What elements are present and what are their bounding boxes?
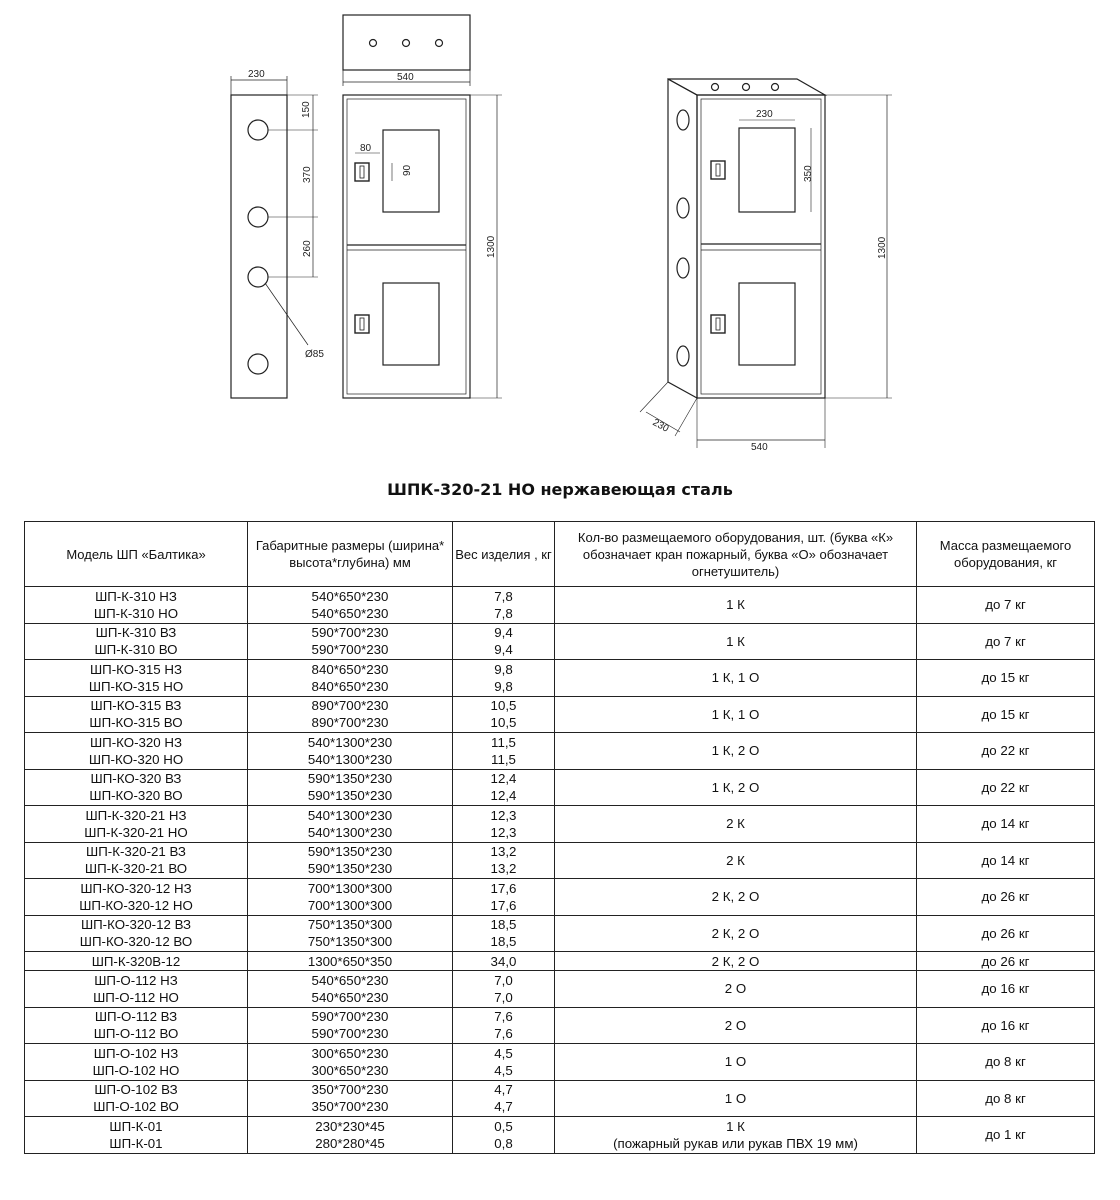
cell-dimensions-line: 750*1350*300 [307,917,393,933]
cell-model [25,1117,248,1154]
cell-model [25,1044,248,1081]
cell-model-line: ШП-КО-320-12 НО [79,897,193,913]
cell-model-line: ШП-КО-320 ВЗ [90,771,182,787]
cell-weight-line: 4,7 [494,1099,513,1115]
cell-model-line: ШП-О-112 НЗ [94,972,178,988]
cell-equipment-mass: до 26 кг [917,879,1095,916]
header-model: Модель ШП «Балтика» [25,522,248,587]
table-row [25,623,1095,660]
cell-weight [453,971,555,1008]
cell-dimensions [248,696,453,733]
cell-weight [453,879,555,916]
cell-model-line: ШП-К-310 ВО [94,642,178,658]
cell-model-line: ШП-О-112 ВО [93,1026,179,1042]
cell-equipment [555,842,917,879]
cell-equipment [555,879,917,916]
cell-equipment-line: 2 О [724,1017,747,1033]
cell-dimensions-line: 590*1350*230 [307,861,393,877]
cell-equipment-mass: до 7 кг [917,587,1095,624]
cell-weight [453,952,555,971]
cell-dimensions-line: 750*1350*300 [307,934,393,950]
table-row [25,971,1095,1008]
drawings-svg [0,0,1120,470]
header-equipment: Кол-во размещаемого оборудования, шт. (буква «К» обозначает кран пожарный, буква «О» обозначает огнетушитель) [555,522,917,587]
cell-dimensions-line: 1300*650*350 [307,953,393,969]
cell-dimensions [248,769,453,806]
cell-weight-line: 9,4 [494,625,513,641]
cell-weight-line: 7,8 [494,588,513,604]
cell-model-line: ШП-КО-320 НО [88,751,184,767]
cell-dimensions-line: 840*650*230 [311,678,389,694]
handle-width-label: 80 [360,143,372,154]
technical-drawings [0,0,1120,470]
cell-equipment-mass: до 22 кг [917,733,1095,770]
cell-model [25,915,248,952]
cell-dimensions [248,1080,453,1117]
cell-weight [453,769,555,806]
cell-dimensions-line: 590*700*230 [311,642,389,658]
cell-weight-line: 17,6 [490,897,517,913]
cell-model [25,952,248,971]
cell-weight-line: 34,0 [490,953,517,969]
cell-weight-line: 0,8 [494,1135,513,1151]
cell-equipment [555,806,917,843]
cell-weight-line: 9,8 [494,678,513,694]
cell-model [25,623,248,660]
cell-equipment-line: 1 О [724,1090,747,1106]
cell-model-line: ШП-КО-320-12 ВО [79,934,193,950]
table-row [25,952,1095,971]
cell-weight-line: 4,5 [494,1062,513,1078]
cell-equipment [555,1080,917,1117]
cell-equipment-line: 1 К, 2 О [711,743,760,759]
cell-dimensions-line: 590*700*230 [311,625,389,641]
cell-equipment-mass: до 14 кг [917,842,1095,879]
cell-weight-line: 9,4 [494,642,513,658]
cell-equipment-line: 2 О [724,981,747,997]
table-body [25,587,1095,1154]
cell-dimensions [248,915,453,952]
cell-equipment-line: 1 К [726,1118,745,1134]
cell-equipment [555,769,917,806]
cell-weight [453,587,555,624]
table-row [25,842,1095,879]
cell-model-line: ШП-О-102 ВЗ [94,1082,178,1098]
cell-equipment [555,952,917,971]
cell-model-line: ШП-О-102 ВО [93,1099,179,1115]
cell-model-line: ШП-О-112 НО [93,989,179,1005]
cell-equipment-mass: до 16 кг [917,1007,1095,1044]
cell-model [25,1007,248,1044]
cell-equipment-mass: до 1 кг [917,1117,1095,1154]
cell-equipment-line: 2 К, 2 О [711,953,760,969]
cell-dimensions [248,733,453,770]
cell-model-line: ШП-КО-320 ВО [89,788,183,804]
cell-model-line: ШП-КО-315 ВЗ [90,698,182,714]
cell-model [25,587,248,624]
cell-equipment-mass: до 15 кг [917,660,1095,697]
cell-model [25,879,248,916]
table-row [25,806,1095,843]
cell-dimensions-line: 590*1350*230 [307,844,393,860]
table-row [25,915,1095,952]
cell-equipment [555,1044,917,1081]
cell-model-line: ШП-К-310 ВЗ [95,625,177,641]
hole-diameter-label: Ø85 [305,349,324,360]
cell-equipment-mass: до 14 кг [917,806,1095,843]
cell-equipment-mass: до 7 кг [917,623,1095,660]
front-height-label: 1300 [486,235,497,258]
cell-equipment-mass: до 16 кг [917,971,1095,1008]
cell-weight [453,806,555,843]
cell-equipment-line: (пожарный рукав или рукав ПВХ 19 мм) [613,1135,858,1151]
cell-equipment [555,696,917,733]
cell-weight-line: 12,3 [490,807,517,823]
cell-dimensions-line: 540*650*230 [311,972,389,988]
cell-equipment [555,971,917,1008]
cell-model-line: ШП-К-310 НЗ [95,588,177,604]
cell-weight [453,733,555,770]
cell-dimensions [248,842,453,879]
cell-equipment [555,587,917,624]
cell-dimensions [248,879,453,916]
cell-dimensions [248,1044,453,1081]
header-equipment-mass: Масса размещаемого оборудования, кг [917,522,1095,587]
cell-weight-line: 0,5 [494,1118,513,1134]
window-width-label: 230 [756,109,773,120]
cell-weight-line: 4,7 [494,1082,513,1098]
cell-dimensions-line: 540*1300*230 [307,824,393,840]
table-row [25,769,1095,806]
cell-equipment-line: 1 К [726,633,745,649]
cell-dimensions-line: 350*700*230 [311,1082,389,1098]
cell-weight-line: 10,5 [490,698,517,714]
cell-dimensions [248,806,453,843]
cell-equipment-line: 2 К [726,852,745,868]
gap2-label: 370 [302,166,313,183]
cell-equipment [555,1117,917,1154]
cell-weight-line: 7,0 [494,972,513,988]
gap1-label: 150 [301,101,312,118]
cell-equipment-mass: до 26 кг [917,952,1095,971]
cell-weight-line: 7,0 [494,989,513,1005]
cell-dimensions-line: 540*650*230 [311,605,389,621]
cell-weight-line: 18,5 [490,917,517,933]
cell-dimensions-line: 840*650*230 [311,661,389,677]
cell-equipment [555,1007,917,1044]
cell-weight [453,660,555,697]
cell-model [25,1080,248,1117]
cell-dimensions-line: 230*230*45 [315,1118,385,1134]
cell-equipment-line: 1 К, 1 О [711,706,760,722]
cell-dimensions-line: 590*1350*230 [307,788,393,804]
cell-model-line: ШП-К-320-21 НЗ [85,807,187,823]
cell-weight [453,623,555,660]
table-row [25,733,1095,770]
cell-dimensions-line: 540*1300*230 [307,751,393,767]
cell-dimensions-line: 890*700*230 [311,715,389,731]
cell-model-line: ШП-КО-315 ВО [89,715,183,731]
cell-weight [453,1007,555,1044]
cell-weight-line: 17,6 [490,880,517,896]
iso-width-label: 540 [751,442,768,453]
cell-weight-line: 12,3 [490,824,517,840]
top-width-label: 540 [397,72,414,83]
cell-weight-line: 10,5 [490,715,517,731]
table-row [25,1007,1095,1044]
cell-model-line: ШП-К-320В-12 [91,953,181,969]
cell-weight-line: 13,2 [490,844,517,860]
table-row [25,660,1095,697]
cell-model-line: ШП-К-320-21 ВЗ [86,844,186,860]
gap3-label: 260 [302,240,313,257]
specification-table [24,521,1095,1154]
isometric-view [640,79,892,453]
cell-dimensions [248,587,453,624]
cell-dimensions [248,623,453,660]
cell-model-line: ШП-К-310 НО [93,605,179,621]
cell-equipment-mass: до 8 кг [917,1080,1095,1117]
cell-weight-line: 12,4 [490,788,517,804]
cell-weight [453,842,555,879]
cell-model-line: ШП-О-102 НЗ [93,1045,179,1061]
cell-dimensions-line: 590*700*230 [311,1026,389,1042]
cell-model [25,769,248,806]
table-row [25,1044,1095,1081]
table-row [25,696,1095,733]
cell-equipment-line: 1 К, 1 О [711,670,760,686]
cell-dimensions-line: 300*650*230 [311,1062,389,1078]
cell-dimensions-line: 590*1350*230 [307,771,393,787]
iso-height-label: 1300 [877,236,888,259]
cell-model [25,971,248,1008]
table-row [25,879,1095,916]
cell-equipment-line: 1 К [726,597,745,613]
side-view [231,69,324,398]
cell-model [25,660,248,697]
cell-dimensions-line: 300*650*230 [311,1045,389,1061]
cell-weight [453,1044,555,1081]
window-height-label: 350 [803,165,814,182]
cell-weight-line: 4,5 [494,1045,513,1061]
cell-equipment-line: 1 О [724,1054,747,1070]
cell-dimensions [248,1117,453,1154]
cell-equipment-line: 1 К, 2 О [711,779,760,795]
cell-weight [453,696,555,733]
cell-weight-line: 12,4 [490,771,517,787]
cell-model-line: ШП-КО-315 НО [88,678,184,694]
front-view [343,95,502,398]
drawing-caption: ШПК-320-21 НО нержавеющая сталь [387,480,733,499]
top-view [343,15,470,86]
cell-dimensions-line: 540*650*230 [311,989,389,1005]
header-weight: Вес изделия , кг [453,522,555,587]
cell-dimensions [248,971,453,1008]
cell-model-line: ШП-КО-320-12 НЗ [80,880,192,896]
cell-dimensions-line: 350*700*230 [311,1099,389,1115]
cell-dimensions [248,1007,453,1044]
cell-equipment [555,915,917,952]
cell-weight [453,1117,555,1154]
cell-weight [453,1080,555,1117]
cell-equipment-line: 2 К, 2 О [711,925,760,941]
cell-model-line: ШП-КО-320-12 ВЗ [80,917,192,933]
cell-model [25,696,248,733]
cell-equipment [555,623,917,660]
cell-model-line: ШП-К-320-21 НО [84,824,188,840]
cell-weight-line: 7,8 [494,605,513,621]
cell-weight-line: 11,5 [491,751,516,767]
cell-weight-line: 13,2 [490,861,517,877]
cell-dimensions-line: 540*1300*230 [307,734,393,750]
cell-model-line: ШП-К-320-21 ВО [84,861,188,877]
table-header-row [25,522,1095,587]
cell-equipment-mass: до 26 кг [917,915,1095,952]
cell-model-line: ШП-К-01 [109,1135,163,1151]
cell-model-line: ШП-О-112 ВЗ [94,1009,178,1025]
cell-equipment-mass: до 22 кг [917,769,1095,806]
cell-equipment [555,660,917,697]
cell-dimensions [248,952,453,971]
cell-dimensions-line: 280*280*45 [315,1135,385,1151]
cell-equipment-mass: до 15 кг [917,696,1095,733]
cell-equipment-line: 2 К, 2 О [711,889,760,905]
cell-model-line: ШП-КО-315 НЗ [89,661,183,677]
cell-model [25,733,248,770]
cell-dimensions-line: 700*1300*300 [307,897,393,913]
cell-weight-line: 18,5 [490,934,517,950]
table-row [25,1080,1095,1117]
cell-equipment-mass: до 8 кг [917,1044,1095,1081]
header-dimensions: Габаритные размеры (ширина* высота*глубина) мм [248,522,453,587]
iso-depth-label: 230 [650,417,671,435]
cell-weight-line: 7,6 [494,1026,513,1042]
cell-weight-line: 11,5 [491,734,516,750]
cell-model [25,842,248,879]
table-row [25,587,1095,624]
cell-dimensions [248,660,453,697]
cell-model-line: ШП-О-102 НО [92,1062,180,1078]
table-row [25,1117,1095,1154]
cell-model-line: ШП-КО-320 НЗ [89,734,183,750]
cell-weight-line: 7,6 [494,1009,513,1025]
cell-equipment-line: 2 К [726,816,745,832]
cell-dimensions-line: 890*700*230 [311,698,389,714]
side-depth-label: 230 [248,69,265,80]
cell-model [25,806,248,843]
cell-dimensions-line: 700*1300*300 [307,880,393,896]
cell-weight [453,915,555,952]
cell-dimensions-line: 540*1300*230 [307,807,393,823]
cell-dimensions-line: 590*700*230 [311,1009,389,1025]
handle-height-label: 90 [402,164,413,176]
cell-model-line: ШП-К-01 [109,1118,163,1134]
cell-dimensions-line: 540*650*230 [311,588,389,604]
cell-weight-line: 9,8 [494,661,513,677]
cell-equipment [555,733,917,770]
